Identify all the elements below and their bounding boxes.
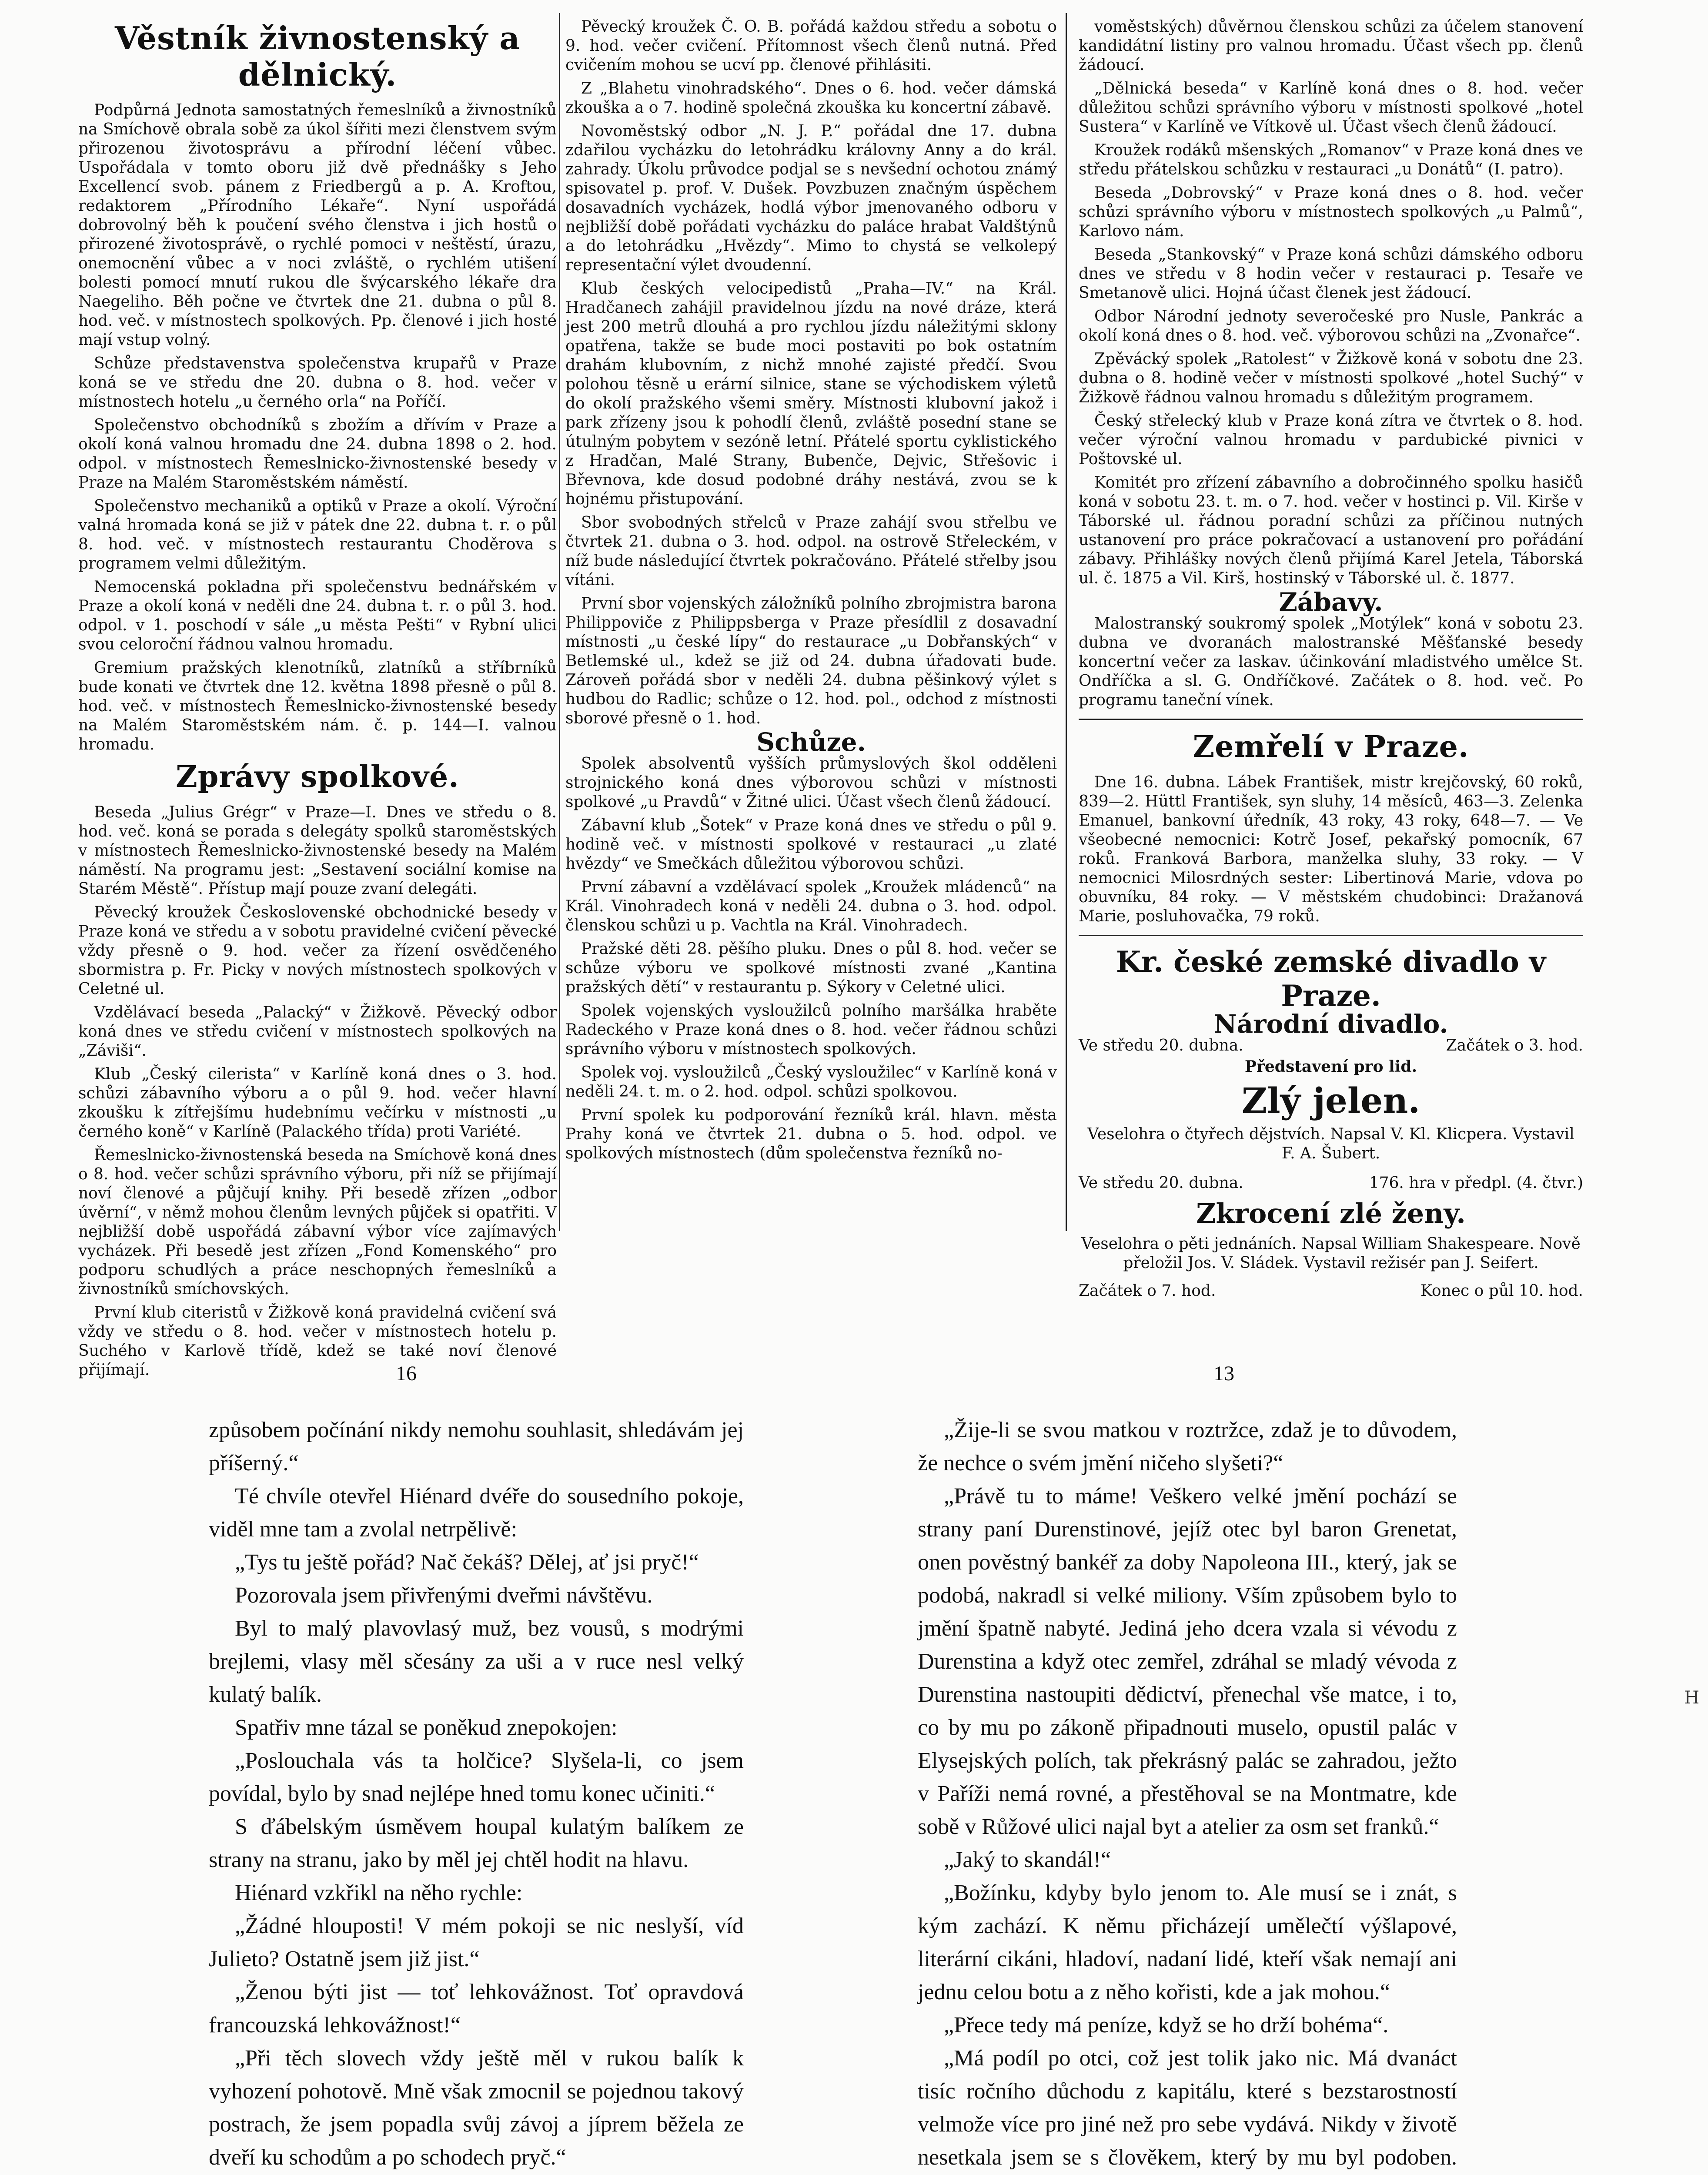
notice-paragraph: První klub citeristů v Žižkově koná pravidelná cvičení svá vždy ve středu o 8. hod. večer v místnostech hotelu p. Suchého v Karlově třídě, kdež se také noví členové přijímají. — [78, 1304, 557, 1379]
col3-paragraphs — [1079, 17, 1583, 588]
notice-paragraph: Nemocenská pokladna při společenstvu bednářském v Praze a okolí koná v neděli dne 24. dubna t. r. o půl 3. hod. odpol. v 1. poschodí v sále „u města Pešti“ v Rybní ulici svou celoroční řádnou valnou hromadu. — [78, 578, 557, 653]
theatre-subheading: Národní divadlo. — [1213, 1009, 1448, 1039]
col2-paragraphs — [565, 17, 1057, 728]
play-title-1: Zlý jelen. — [1241, 1080, 1421, 1121]
book-paragraph: Spatřiv mne tázal se poněkud znepokojen: — [235, 1715, 618, 1740]
notice-paragraph: Pěvecký kroužek Č. O. B. pořádá každou středu a sobotu o 9. hod. večer cvičení. Přítomnost všech členů nutná. Před cvičením mohou se ucví pp. členové přihlásiti. — [565, 18, 1057, 74]
col1-paragraphs-2 — [78, 803, 557, 1380]
book-paragraph: Té chvíle otevřel Hiénard dvéře do sousedního pokoje, viděl mne tam a zvolal netrpělivě: — [209, 1484, 744, 1542]
notice-paragraph: voměstských) důvěrnou členskou schůzi za účelem stanovení kandidátní listiny pro valnou hromadu. Účast všech pp. členů žádoucí. — [1079, 18, 1583, 74]
notice-paragraph: Schůze představenstva společenstva krupařů v Praze koná se ve středu dne 20. dubna o 8. hod. večer v místnostech hotelu „u černého orla“ na Poříčí. — [78, 355, 557, 411]
book-paragraph: způsobem počínání nikdy nemohu souhlasit, shledávám jej příšerný.“ — [209, 1418, 744, 1476]
notice-paragraph: Kroužek rodáků mšenských „Romanov“ v Praze koná dnes ve středu přátelskou schůzku v restauraci „u Donátů“ (I. patro). — [1079, 141, 1583, 178]
column-rule-2 — [1066, 13, 1067, 1231]
section-title-zabavy: Zábavy. — [1279, 587, 1383, 617]
book-paragraph: „Tys tu ještě pořád? Nač čekáš? Dělej, ať jsi pryč!“ — [235, 1550, 699, 1575]
notice-paragraph: Komitét pro zřízení zábavního a dobročinného spolku hasičů koná v sobotu 23. t. m. o 7. hod. večer v hostinci p. Vil. Kirše v Táborské ul. řádnou poradní schůzi za příčinou nutných ustanovení pro práce pokračovací a ustanovení pro pořádání zábavy. Přihlášky nových členů přijímá Karel Jetela, Táborská ul. č. 1875 a Vil. Kirš, hostinský v Táborské ul. č. 1877. — [1079, 474, 1583, 587]
notice-paragraph: Pražské děti 28. pěšího pluku. Dnes o půl 8. hod. večer se schůze výboru ve spolkové místnosti zvané „Kantina pražských dětí“ v restaurantu p. Sýkory v Celetné ulici. — [565, 940, 1057, 996]
section-title-zemreli: Zemřelí v Praze. — [1193, 729, 1469, 764]
notice-paragraph: Podpůrná Jednota samostatných řemeslníků a živnostníků na Smíchově obrala sobě za úkol šířiti mezi členstvem svým přirozenou životosprávu a přírodní léčení vůbec. Uspořádala v tomto oboru již dvě přednášky s Jeho Excellencí svob. pánem z Friedbergů a p. A. Kroftou, redaktorem „Přírodního Lékaře“. Nyní uspořádá dobrovolný běh k poučení svého členstva i jich hostů o přirozené životosprávě, o rychlé pomoci v neštěstí, úrazu, onemocnění vůbec a v noci zvláště, o rychlém utišení bolesti pomocí mnutí rukou dle švýcarského lékaře dra Naegeliho. Běh počne ve čtvrtek dne 21. dubna o půl 8. hod. več. v místnostech spolkových. Pp. členové i jich hosté mají vstup volný. — [78, 101, 557, 349]
book-paragraph: Hiénard vzkřikl na něho rychle: — [235, 1881, 523, 1905]
deaths-paragraph: Dne 16. dubna. Lábek František, mistr krejčovský, 60 roků, 839—2. Hüttl František, syn sluhy, 14 měsíců, 463—3. Zelenka Emanuel, bankovní úředník, 43 roky, 43 roky, 648—7. — Ve všeobecné nemocnici: Kotrč Josef, pekařský pomocník, 67 roků. Franková Barbora, manželka sluhy, 33 roky. — V nemocnici Milosrdných sester: Libertinová Marie, vdova po obuvníku, 84 roky. — V městském chudobinci: Dražanová Marie, posluhovačka, 79 roků. — [1079, 773, 1583, 925]
col1-paragraphs — [78, 101, 557, 754]
book-paragraph: „Při těch slovech vždy ještě měl v rukou balík k vyhození pohotově. Mně však zmocnil se pojednou takový postrach, že jsem popadla svůj závoj a jíprem běžela ze dveří ku schodům a po schodech pryč.“ — [209, 2046, 744, 2170]
notice-paragraph: První spolek ku podporování řezníků král. hlavn. města Prahy koná ve čtvrtek 21. dubna o 5. hod. odpol. ve spolkových místnostech (dům společenstva řezníků no- — [565, 1106, 1057, 1162]
notice-paragraph: Vzdělávací beseda „Palacký“ v Žižkově. Pěvecký odbor koná dnes ve středu cvičení v místnostech spolkových na „Záviši“. — [78, 1004, 557, 1060]
notice-paragraph: Společenstvo mechaniků a optiků v Praze a okolí. Výroční valná hromada koná se již v pátek dne 22. dubna t. r. o půl 8. hod. več. v místnostech restaurantu Choděrova s programem velmi důležitým. — [78, 497, 557, 572]
column-rule-1 — [559, 13, 560, 1231]
play-desc-1: Veselohra o čtyřech dějstvích. Napsal V. Kl. Klicpera. Vystavil F. A. Šubert. — [1087, 1125, 1574, 1162]
play-desc-2: Veselohra o pěti jednáních. Napsal William Shakespeare. Nově přeložil Jos. V. Sládek. Vystavil režisér pan J. Seifert. — [1081, 1235, 1581, 1272]
theatre-start-2: Začátek o 7. hod. — [1079, 1282, 1216, 1300]
book-paragraph: S ďábelským úsměvem houpal kulatým balíkem ze strany na stranu, jako by měl jej chtěl hodit na hlavu. — [209, 1814, 744, 1872]
notice-paragraph: Novoměstský odbor „N. J. P.“ pořádal dne 17. dubna zdařilou vycházku do letohrádku královny Anny a do král. zahrady. Úkolu průvodce podjal se s nevšední ochotou známý spisovatel p. prof. V. Dušek. Povzbuzen značným úspěchem dosavadních vycházek, hodlá výbor jmenovaného odboru v nejbližší době pořádati vycházku do paláce hrabat Valdštýnů a do letohrádku „Hvězdy“. Mimo to chystá se velkolepý representační výlet dvoudenní. — [565, 122, 1057, 274]
theatre-heading: Kr. české zemské divadlo v Praze. — [1116, 945, 1546, 1013]
col2-paragraphs-2 — [565, 754, 1057, 1163]
notice-paragraph: Beseda „Stankovský“ v Praze koná schůzi dámského odboru dnes ve středu v 8 hodin večer v restauraci p. Tesaře ve Smetanově ulici. Hojná účast členek jest žádoucí. — [1079, 246, 1583, 302]
book-paragraph: „Žije-li se svou matkou v roztržce, zdaž je to důvodem, že nechce o svém jmění ničeho slyšeti?“ — [918, 1418, 1457, 1476]
notice-paragraph: Z „Blahetu vinohradského“. Dnes o 6. hod. večer dámská zkouška a o 7. hodině společná zkouška ku koncertní zábavě. — [565, 80, 1057, 117]
book-paragraph: Pozorovala jsem přivřenými dveřmi návštěvu. — [235, 1583, 653, 1608]
notice-paragraph: Řemeslnicko-živnostenská beseda na Smíchově koná dnes o 8. hod. večer schůzi správního výboru, při níž se přijímají noví členové a půjčují knihy. Při besedě zřízen „odbor úvěrní“, v němž mohou členům levných půjček si opatřiti. V nejbližší době uspořádá zábavní výbor více zajímavých vycházek. Při besedě jest zřízen „Fond Komenského“ pro podporu schudlých a práce neschopných řemeslníků a živnostníků smíchovských. — [78, 1146, 557, 1298]
theatre-line-2 — [1079, 1174, 1583, 1193]
theatre-date-1: Ve středu 20. dubna. — [1079, 1037, 1243, 1054]
theatre-line-3 — [1079, 1282, 1583, 1301]
section-title-schuze: Schůze. — [756, 727, 866, 757]
notice-paragraph: Společenstvo obchodníků s zbožím a dřívím v Praze a okolí koná valnou hromadu dne 24. dubna 1898 o 2. hod. odpol. v místnostech Řemeslnicko-živnostenské besedy v Praze na Malém Staroměstském náměstí. — [78, 416, 557, 492]
theatre-perf-note: Představení pro lid. — [1244, 1057, 1417, 1076]
notice-paragraph: Beseda „Dobrovský“ v Praze koná dnes o 8. hod. večer schůzi správního výboru v místnostech spolkových „u Palmů“, Karlovo nám. — [1079, 184, 1583, 240]
book-paragraph: Byl to malý plavovlasý muž, bez vousů, s modrými brejlemi, vlasy měl sčesány za uši a v ruce nesl velký kulatý balík. — [209, 1616, 744, 1707]
book-paragraph: „Poslouchala vás ta holčice? Slyšela-li, co jsem povídal, bylo by snad nejlépe hned tomu konec učiniti.“ — [209, 1748, 744, 1806]
book-paragraph: „Jaký to skandál!“ — [944, 1847, 1111, 1872]
book-page-left — [209, 1414, 744, 2175]
notice-paragraph: Zábavní klub „Šotek“ v Praze koná dnes ve středu o půl 9. hodině več. v místnosti spolkové v restauraci „u zlaté hvězdy“ ve Smečkách důležitou výborovou schůzi. — [565, 816, 1057, 873]
book-paragraph: „Božínku, kdyby bylo jenom to. Ale musí se i znát, s kým zachází. K němu přicházejí umělečtí výšlapové, literární cikáni, hladoví, nadaní lidé, kteří však nemají ani jednu celou botu a z něho kořisti, kde a jak mohou.“ — [918, 1881, 1457, 2004]
notice-paragraph: Spolek absolventů vyšších průmyslových škol odděleni strojnického koná dnes výborovou schůzi v místnosti spolkové „u Pravdů“ v Žitné ulici. Účast všech členů žádoucí. — [565, 755, 1057, 811]
notice-paragraph: Odbor Národní jednoty severočeské pro Nusle, Pankrác a okolí koná dnes o 8. hod. več. výborovou schůzi na „Zvonařce“. — [1079, 308, 1583, 345]
zabavy-paragraph: Malostranský soukromý spolek „Motýlek“ koná v sobotu 23. dubna ve dvoranách malostranské Měšťanské besedy koncertní večer za laskav. účinkování mladistvého umělce St. Ondříčka a sl. G. Ondříčkové. Začátek o 8. hod. več. Po programu taneční vínek. — [1079, 615, 1583, 709]
divider — [1079, 719, 1583, 720]
notice-paragraph: Sbor svobodných střelců v Praze zahájí svou střelbu ve čtvrtek 21. dubna o 3. hod. odpol. na ostrově Střeleckém, v níž bude následující čtvrtek pokračováno. Přátelé střelby jsou vítáni. — [565, 514, 1057, 589]
theatre-start-1: Začátek o 3. hod. — [1446, 1037, 1583, 1054]
notice-paragraph: Zpěvácký spolek „Ratolest“ v Žižkově koná v sobotu dne 23. dubna o 8. hodině večer v místnosti spolkové „hotel Suchý“ v Žižkově řádnou valnou hromadu s důležitým programem. — [1079, 350, 1583, 406]
notice-paragraph: „Dělnická beseda“ v Karlíně koná dnes o 8. hod. večer důležitou schůzi správního výboru v místnosti spolkové „hotel Sustera“ v Karlíně ve Vítkově ul. Účast všech členů žádoucí. — [1079, 80, 1583, 136]
book-page-right — [918, 1414, 1457, 2175]
divider — [1079, 935, 1583, 936]
notice-paragraph: První zábavní a vzdělávací spolek „Kroužek mládenců“ na Král. Vinohradech koná v neděli 24. dubna o 3. hod. odpol. členskou schůzi u p. Vachtla na Král. Vinohradech. — [565, 878, 1057, 934]
book-paragraph: „Ženou býti jist — toť lehkovážnost. Toť opravdová francouzská lehkovážnost!“ — [209, 1980, 744, 2038]
book-paragraph: „Přece tedy má peníze, když se ho drží bohéma“. — [944, 2013, 1389, 2038]
theatre-perf-2: 176. hra v předpl. (4. čtvr.) — [1369, 1174, 1583, 1192]
theatre-end-2: Konec o půl 10. hod. — [1420, 1282, 1583, 1300]
notice-paragraph: Klub českých velocipedistů „Praha—IV.“ na Král. Hradčanech zahájil pravidelnou jízdu na nové dráze, která jest 200 metrů dlouhá a pro rychlou jízdu náležitými sklony opatřena, takže se bude moci postaviti po bok ostatním drahám klubovním, z nichž mnohé zajisté předčí. Svou polohou těsně u erární silnice, stane se východiskem výletů do okolí pražského všemi směry. Místnosti klubovní jakož i park zřízeny jsou k pohodlí členů, zvláště posední stane se útulným pobytem v sezóně letní. Přátelé sportu cyklistického z Hradčan, Malé Strany, Bubenče, Dejvic, Střešovic i Břevnova, kde dosud podobné dráhy nestává, zvou se k hojnému přistupování. — [565, 280, 1057, 508]
notice-paragraph: Klub „Český cilerista“ v Karlíně koná dnes o 3. hod. schůzi zábavního výboru a o půl 9. hod. večer hlavní zkoušku k zítřejšímu hudebnímu večírku v místnosti „u černého koně“ v Karlíně (Palackého třída) proti Variété. — [78, 1065, 557, 1141]
edge-mark: H — [1684, 1688, 1699, 1708]
notice-paragraph: Beseda „Julius Grégr“ v Praze—I. Dnes ve středu o 8. hod. več. koná se porada s delegáty spolků staroměstských v místnostech Řemeslnicko-živnostenské besedy na Malém náměstí. Na programu jest: „Sestavení sociální komise na Starém Městě“. Přístup mají pouze zvaní delegáti. — [78, 803, 557, 898]
book-paragraph: „Má podíl po otci, což jest tolik jako nic. Má dvanáct tisíc ročního důchodu z kapitálu, které s bezstarostností velmože více pro jiné než pro sebe vydává. Nikdy v životě nesetkala jsem se s člověkem, který by mu byl podoben. — [918, 2046, 1457, 2170]
theatre-date-2: Ve středu 20. dubna. — [1079, 1174, 1243, 1192]
notice-paragraph: Pěvecký kroužek Československé obchodnické besedy v Praze koná ve středu a v sobotu pravidelné cvičení pěvecké vždy přesně o 9. hod. večer za řízení osvědčeného sbormistra p. Fr. Picky v nových místnostech spolkových v Celetné ul. — [78, 903, 557, 998]
notice-paragraph: Spolek voj. vysloužilců „Český vysloužilec“ v Karlíně koná v neděli 24. t. m. o 2. hod. odpol. schůzi spolkovou. — [565, 1064, 1057, 1101]
section-title-vestnik: Věstník živnostenský a dělnický. — [115, 20, 520, 93]
newspaper-column-2 — [565, 17, 1057, 1235]
page-number-right: 13 — [1213, 1362, 1234, 1385]
notice-paragraph: První sbor vojenských záložníků polního zbrojmistra barona Philippoviče z Philippsberga v Praze přesídlil z dosavadní místnosti „u české lípy“ do restaurace „u Dobřanských“ v Betlemské ul., kdež se již od 24. dubna úřadovati bude. Zároveň pořádá sbor v neděli 24. dubna pěšinkový výlet s hudbou do Radlic; schůze o 12. hod. pol., odchod z místnosti sborové přesně o 1. hod. — [565, 595, 1057, 727]
notice-paragraph: Gremium pražských klenotníků, zlatníků a stříbrníků bude konati ve čtvrtek dne 12. května 1898 přesně o půl 8. hod. več. v místnostech Řemeslnicko-živnostenské besedy na Malém Staroměstském nám. č. p. 144—I. valnou hromadu. — [78, 659, 557, 753]
newspaper-column-3 — [1079, 17, 1583, 1300]
book-paragraph: „Právě tu to máme! Veškero velké jmění pochází se strany paní Durenstinové, jejíž otec byl baron Grenetat, onen pověstný bankéř za doby Napoleona III., který, jak se podobá, nakradl si velké miliony. Vším způsobem bylo to jmění špatně nabyté. Jediná jeho dcera vzala si vévodu z Durenstina a když otec zemřel, zdráhal se mladý vévoda z Durenstina nastoupiti dědictví, přenechal vše matce, i to, co by mu po zákoně připadnouti muselo, opustil palác v Elysejských polích, tak překrásný palác se zahradou, ježto v Paříži nemá rovné, a přestěhoval se na Montmatre, kde sobě v Růžové ulici najal byt a atelier za osm set franků.“ — [918, 1484, 1457, 1839]
book-paragraph: „Žádné hlouposti! V mém pokoji se nic neslyší, víd Julieto? Ostatně jsem již jist.“ — [209, 1914, 744, 1971]
notice-paragraph: Český střelecký klub v Praze koná zítra ve čtvrtek o 8. hod. večer výroční valnou hromadu v pardubické pivnici v Poštovské ul. — [1079, 412, 1583, 468]
section-title-zpravy: Zprávy spolkové. — [176, 760, 459, 794]
theatre-line-1 — [1079, 1036, 1583, 1055]
play-title-2: Zkrocení zlé ženy. — [1196, 1198, 1466, 1229]
notice-paragraph: Spolek vojenských vysloužilců polního maršálka hraběte Radeckého v Praze koná dnes o 8. hod. večer řádnou schůzi správního výboru v místnostech spolkových. — [565, 1002, 1057, 1058]
page-number-left: 16 — [396, 1362, 417, 1385]
